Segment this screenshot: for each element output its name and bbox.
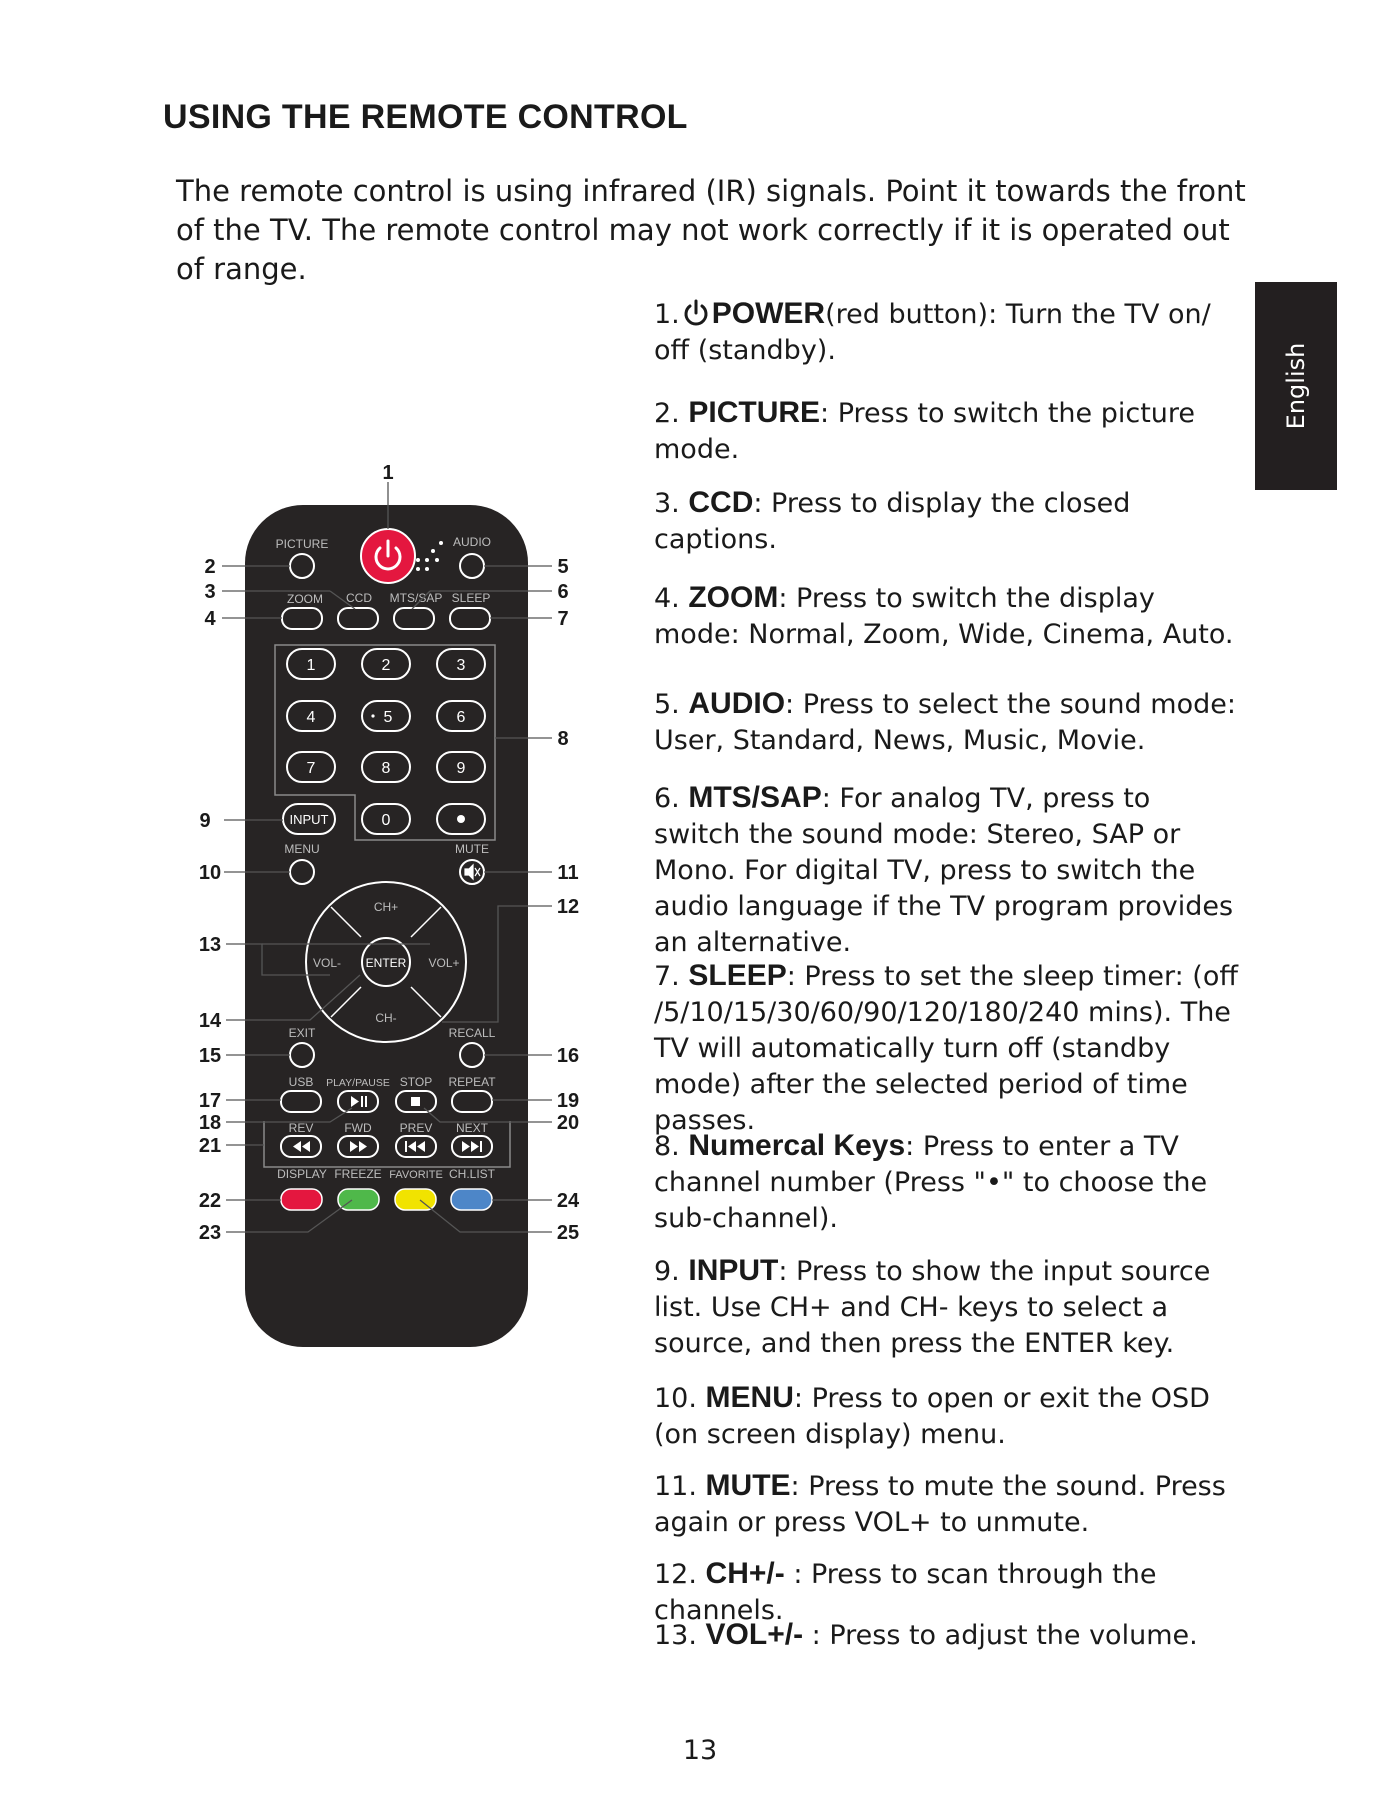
desc-text: : Press to enter a TV channel number (Press "•" to choose the sub-channel). [654, 1131, 1208, 1234]
desc-number: 2. [654, 398, 680, 429]
green-button [338, 1189, 379, 1210]
desc-item-mute [654, 1468, 1244, 1541]
callout-11: 11 [557, 862, 579, 884]
digit-5-tactile-dot [371, 714, 374, 717]
desc-text: : Press to display the closed captions. [654, 488, 1131, 555]
remote-body [245, 505, 528, 1347]
label-ch-plus: CH+ [373, 900, 399, 914]
desc-text: : Press to switch the picture mode. [654, 398, 1196, 465]
desc-text: : Press to set the sleep timer: (off /5/10/15/30/60/90/120/180/240 mins). The TV will automatically turn off (standby mode) after the selected period of time passes. [654, 961, 1238, 1136]
desc-term: CCD [688, 486, 754, 519]
digit-3: 3 [456, 657, 466, 674]
label-usb: USB [288, 1075, 314, 1089]
desc-number: 13. [654, 1620, 697, 1651]
dot-key-icon [457, 815, 465, 823]
callout-13: 13 [198, 934, 222, 956]
desc-number: 8. [654, 1131, 680, 1162]
power-icon [682, 299, 710, 327]
desc-term: MUTE [705, 1469, 791, 1502]
desc-item-picture [654, 395, 1244, 468]
callout-12: 12 [556, 896, 580, 918]
digit-7: 7 [306, 760, 316, 777]
callout-3: 3 [204, 581, 216, 603]
label-prev: PREV [399, 1121, 433, 1135]
callout-18: 18 [198, 1112, 222, 1134]
desc-item-zoom [654, 580, 1244, 653]
label-play-pause: PLAY/PAUSE [326, 1077, 390, 1089]
label-fwd: FWD [344, 1121, 372, 1135]
callout-24: 24 [556, 1190, 580, 1212]
callout-15: 15 [198, 1045, 222, 1067]
callout-17: 17 [198, 1090, 222, 1112]
desc-number: 4. [654, 583, 680, 614]
desc-number: 5. [654, 689, 680, 720]
desc-item-numeric-keys [654, 1128, 1244, 1237]
desc-term: SLEEP [688, 959, 787, 992]
label-ch-list: CH.LIST [448, 1167, 496, 1181]
desc-term: INPUT [688, 1254, 779, 1287]
desc-text: : Press to switch the display mode: Normal, Zoom, Wide, Cinema, Auto. [654, 583, 1234, 650]
language-tab [1255, 282, 1337, 490]
label-freeze: FREEZE [334, 1167, 382, 1181]
page-number: 13 [682, 1735, 718, 1766]
desc-term: ZOOM [688, 581, 779, 614]
callout-22: 22 [198, 1190, 222, 1212]
digit-0: 0 [381, 812, 391, 829]
blue-button [451, 1189, 492, 1210]
label-next: NEXT [455, 1121, 489, 1135]
digit-4: 4 [306, 709, 316, 726]
desc-term: PICTURE [688, 396, 821, 429]
desc-number: 6. [654, 783, 680, 814]
desc-term: POWER [711, 297, 826, 330]
label-enter: ENTER [365, 956, 407, 970]
desc-term: MENU [705, 1381, 794, 1414]
callout-4: 4 [204, 608, 216, 630]
desc-item-menu [654, 1380, 1244, 1453]
label-repeat: REPEAT [448, 1075, 496, 1089]
callout-9: 9 [199, 810, 211, 832]
red-button [281, 1189, 322, 1210]
callout-6: 6 [557, 581, 569, 603]
yellow-button [395, 1189, 436, 1210]
label-mute: MUTE [455, 842, 489, 856]
desc-text: : Press to scan through the channels. [654, 1559, 1157, 1626]
desc-term: AUDIO [688, 687, 786, 720]
desc-item-power [654, 296, 1244, 369]
callout-5: 5 [557, 556, 569, 578]
callout-2: 2 [204, 556, 216, 578]
label-stop: STOP [399, 1075, 433, 1089]
label-zoom: ZOOM [287, 592, 323, 606]
intro-paragraph: The remote control is using infrared (IR) signals. Point it towards the front of the TV. The remote control may not work correctly if it is operated out of range. [176, 174, 1246, 286]
desc-text: : For analog TV, press to switch the sound mode: Stereo, SAP or Mono. For digital TV, press to switch the audio language if the TV program provides an alternative. [654, 783, 1234, 958]
label-menu: MENU [284, 842, 320, 856]
callout-20: 20 [556, 1112, 580, 1134]
callout-8: 8 [557, 728, 569, 750]
desc-number: 3. [654, 488, 680, 519]
desc-number: 10. [654, 1383, 697, 1414]
desc-item-mts-sap [654, 780, 1244, 961]
callout-21: 21 [198, 1135, 222, 1157]
desc-text: (red button): Turn the TV on/ off (standby). [654, 299, 1211, 366]
stop-icon [411, 1097, 420, 1106]
desc-item-audio [654, 686, 1244, 759]
callout-7: 7 [557, 608, 569, 630]
desc-text: : Press to open or exit the OSD (on screen display) menu. [654, 1383, 1210, 1450]
digit-9: 9 [456, 760, 466, 777]
desc-text: : Press to show the input source list. Use CH+ and CH- keys to select a source, and then press the ENTER key. [654, 1256, 1211, 1359]
digit-2: 2 [381, 657, 391, 674]
label-rev: REV [288, 1121, 314, 1135]
label-ch-minus: CH- [375, 1011, 397, 1025]
label-display: DISPLAY [277, 1167, 327, 1181]
desc-number: 11. [654, 1471, 697, 1502]
desc-item-vol [654, 1617, 1244, 1654]
label-vol-minus: VOL- [312, 956, 342, 970]
callout-23: 23 [198, 1222, 222, 1244]
desc-number: 12. [654, 1559, 697, 1590]
desc-term: MTS/SAP [688, 781, 822, 814]
digit-1: 1 [306, 657, 316, 674]
label-audio: AUDIO [452, 535, 492, 549]
digit-8: 8 [381, 760, 391, 777]
callout-10: 10 [198, 862, 222, 884]
desc-number: 7. [654, 961, 680, 992]
remote-control-diagram [0, 0, 640, 1400]
callout-14: 14 [198, 1010, 222, 1032]
label-sleep: SLEEP [451, 591, 491, 605]
desc-number: 9. [654, 1256, 680, 1287]
desc-number: 1. [654, 299, 680, 330]
desc-item-ccd [654, 485, 1244, 558]
digit-6: 6 [456, 709, 466, 726]
digit-5: 5 [383, 709, 393, 726]
label-recall: RECALL [448, 1026, 496, 1040]
callout-1: 1 [382, 462, 394, 484]
callout-16: 16 [556, 1045, 580, 1067]
label-picture: PICTURE [275, 537, 329, 551]
label-mts-sap: MTS/SAP [389, 591, 443, 605]
page-title: USING THE REMOTE CONTROL [163, 98, 688, 136]
desc-text: : Press to adjust the volume. [803, 1620, 1198, 1651]
desc-term: VOL+/- [705, 1618, 804, 1651]
callout-19: 19 [556, 1090, 580, 1112]
desc-text: : Press to select the sound mode: User, Standard, News, Music, Movie. [654, 689, 1236, 756]
desc-term: CH+/- [705, 1557, 785, 1590]
label-input: INPUT [289, 812, 329, 827]
desc-item-input [654, 1253, 1244, 1362]
label-vol-plus: VOL+ [428, 956, 460, 970]
label-ccd: CCD [346, 591, 372, 605]
label-exit: EXIT [288, 1026, 316, 1040]
language-tab-label: English [1282, 342, 1310, 430]
desc-text: : Press to mute the sound. Press again or press VOL+ to unmute. [654, 1471, 1226, 1538]
label-favorite: FAVORITE [389, 1169, 443, 1181]
desc-term: Numercal Keys [688, 1129, 906, 1162]
desc-item-sleep [654, 958, 1244, 1139]
callout-25: 25 [556, 1222, 580, 1244]
